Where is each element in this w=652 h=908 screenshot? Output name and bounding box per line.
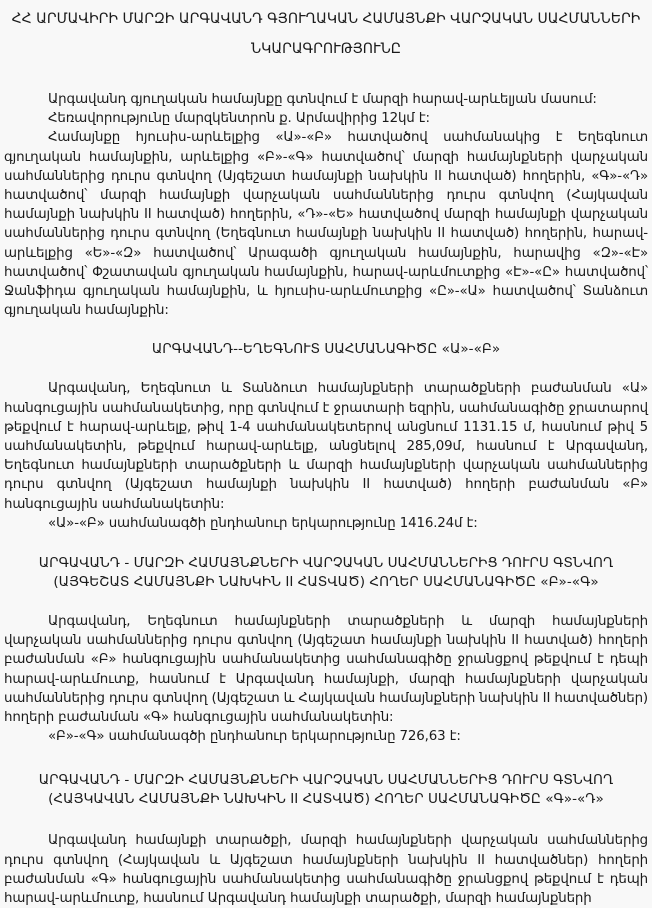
intro-borders-paragraph: Համայնքը հյուսիս-արևելքից «Ա»-«Բ» հատվածով սահմանակից է Եղեգնուտ գյուղական համայնքին, արևելքից «Բ»-«Գ» հատվածով՝ մարզի համայնքների վարչական սահմաններից դուրս գտնվող (Այգեշատ համայնքի նախկին II հատված) հողերին, «Գ»-«Դ» հատվածով՝ մարզի համայնքի վարչական սահմաններից դուրս գտնվող (Հայկավան համայնքի նախկին II հատված) հողերին, «Դ»-«Ե» հատվածով մարզի համայնքի վարչական սահմաններից դուրս գտնվող (Եղեգնուտ համայնքի նախկին II հատված) հողերին, հարավ-արևելքից «Ե»-«Զ» հատվածով՝ Արագածի գյուղական համայնքին, հարավից «Զ»-«Է» հատվածով՝ Փշատավան գյուղական համայնքին, հարավ-արևմուտքից «Է»-«Ը» հատվածով՝ Ջանֆիդա գյուղական համայնքին, և հյուսիս-արևմուտքից «Ը»-«Ա» հատվածով՝ Տանձուտ գյուղական համայնքին:	[4, 130, 648, 319]
section-heading-g-d-line1: ԱՐԳԱՎԱՆԴ - ՄԱՐԶԻ ՀԱՄԱՅՆՔՆԵՐԻ ՎԱՐՉԱԿԱՆ ՍԱՀՄԱՆՆԵՐԻՑ ԴՈՒՐՍ ԳՏՆՎՈՂ	[38, 772, 614, 789]
intro-location-line: Արգավանդ գյուղական համայնքը գտնվում է մարզի հարավ-արևելյան մասում:	[48, 92, 597, 107]
section-heading-b-g	[4, 554, 648, 592]
section-heading-a-b-line1: ԱՐԳԱՎԱՆԴ--ԵՂԵԳՆՈՒՏ ՍԱՀՄԱՆԱԳԻԾԸ «Ա»-«Բ»	[151, 341, 501, 358]
section-g-d-paragraph: Արգավանդ համայնքի տարածքի, մարզի համայնքների վարչական սահմաններից դուրս գտնվող (Հայկավան և Այգեշատ համայնքների նախկին II հատվածներ) հողերի բաժանման «Գ» հանգուցային սահմանակետից սահմանագիծը ջրանցքով թեքվում է դեպի հարավ-արևմուտք, հասնում Արգավանդ համայնքի տարածքի, մարզի համայնքների	[4, 833, 648, 907]
section-heading-g-d-line2: (ՀԱՅԿԱՎԱՆ ՀԱՄԱՅՆՔԻ ՆԱԽԿԻՆ II ՀԱՏՎԱԾ) ՀՈՂԵՐ ՍԱՀՄԱՆԱԳԻԾԸ «Գ»-«Դ»	[48, 791, 604, 808]
document-title-line1: ՀՀ ԱՐՄԱՎԻՐԻ ՄԱՐԶԻ ԱՐԳԱՎԱՆԴ ԳՅՈՒՂԱԿԱՆ ՀԱՄԱՅՆՔԻ ՎԱՐՉԱԿԱՆ ՍԱՀՄԱՆՆԵՐԻ	[11, 11, 641, 27]
intro-section	[4, 90, 648, 320]
section-a-b-paragraph: Արգավանդ, Եղեգնուտ և Տանձուտ համայնքների տարածքների բաժանման «Ա» հանգուցային սահմանակետից, որը գտնվում է ջրատարի եզրին, սահմանագիծը ջրատարով թեքվում է հարավ-արևելք, թիվ 1-4 սահմանակետերով անցնում 1131.15 մ, հասնում թիվ 5 սահմանակետին, թեքվում հարավ-արևելք, անցնելով 285,09մ, հասնում է Արգավանդ, Եղեգնուտ համայնքների տարածքների և մարզի համայնքների վարչական սահմաններից դուրս գտնվող (Այգեշատ համայնքի նախկին II հատված) հողերի բաժանման «Բ» հանգուցային սահմանակետին:	[4, 381, 648, 512]
section-b-g-summary: «Բ»-«Գ» սահմանագծի ընդհանուր երկարությունը 726,63 է:	[48, 729, 461, 745]
document-title	[4, 0, 648, 64]
section-heading-a-b	[4, 340, 648, 359]
intro-distance-line: Հեռավորությունը մարզկենտրոն ք. Արմավիրից 12կմ է:	[48, 111, 430, 127]
section-b-g-paragraph: Արգավանդ, Եղեգնուտ համայնքների տարածքների և մարզի համայնքների վարչական սահմաններից դուրս գտնվող (Այգեշատ համայնքի նախկին II հատված) հողերի բաժանման «Բ» հանգուցային սահմանակետից սահմանագիծը ջրանցքով թեքվում է դեպի հարավ-արևմուտք, հասնում է Արգավանդ համայնքի, մարզի համայնքների վարչական սահմաններից դուրս գտնվող (Այգեշատ և Հայկավան համայնքների նախկին II հատվածներ) հողերի բաժանման «Գ» հանգուցային սահմանակետին:	[4, 614, 648, 726]
section-heading-g-d	[4, 771, 648, 809]
section-heading-b-g-line1: ԱՐԳԱՎԱՆԴ - ՄԱՐԶԻ ՀԱՄԱՅՆՔՆԵՐԻ ՎԱՐՉԱԿԱՆ ՍԱՀՄԱՆՆԵՐԻՑ ԴՈՒՐՍ ԳՏՆՎՈՂ	[38, 555, 614, 572]
section-heading-b-g-line2: (ԱՅԳԵՇԱՏ ՀԱՄԱՅՆՔԻ ՆԱԽԿԻՆ II ՀԱՏՎԱԾ) ՀՈՂԵՐ ՍԱՀՄԱՆԱԳԻԾԸ «Բ»-«Գ»	[53, 574, 599, 591]
section-a-b-summary: «Ա»-«Բ» սահմանագծի ընդհանուր երկարությունը 1416.24մ է:	[48, 515, 478, 531]
document-title-line2: ՆԿԱՐԱԳՐՈՒԹՅՈՒՆԸ	[250, 41, 402, 57]
